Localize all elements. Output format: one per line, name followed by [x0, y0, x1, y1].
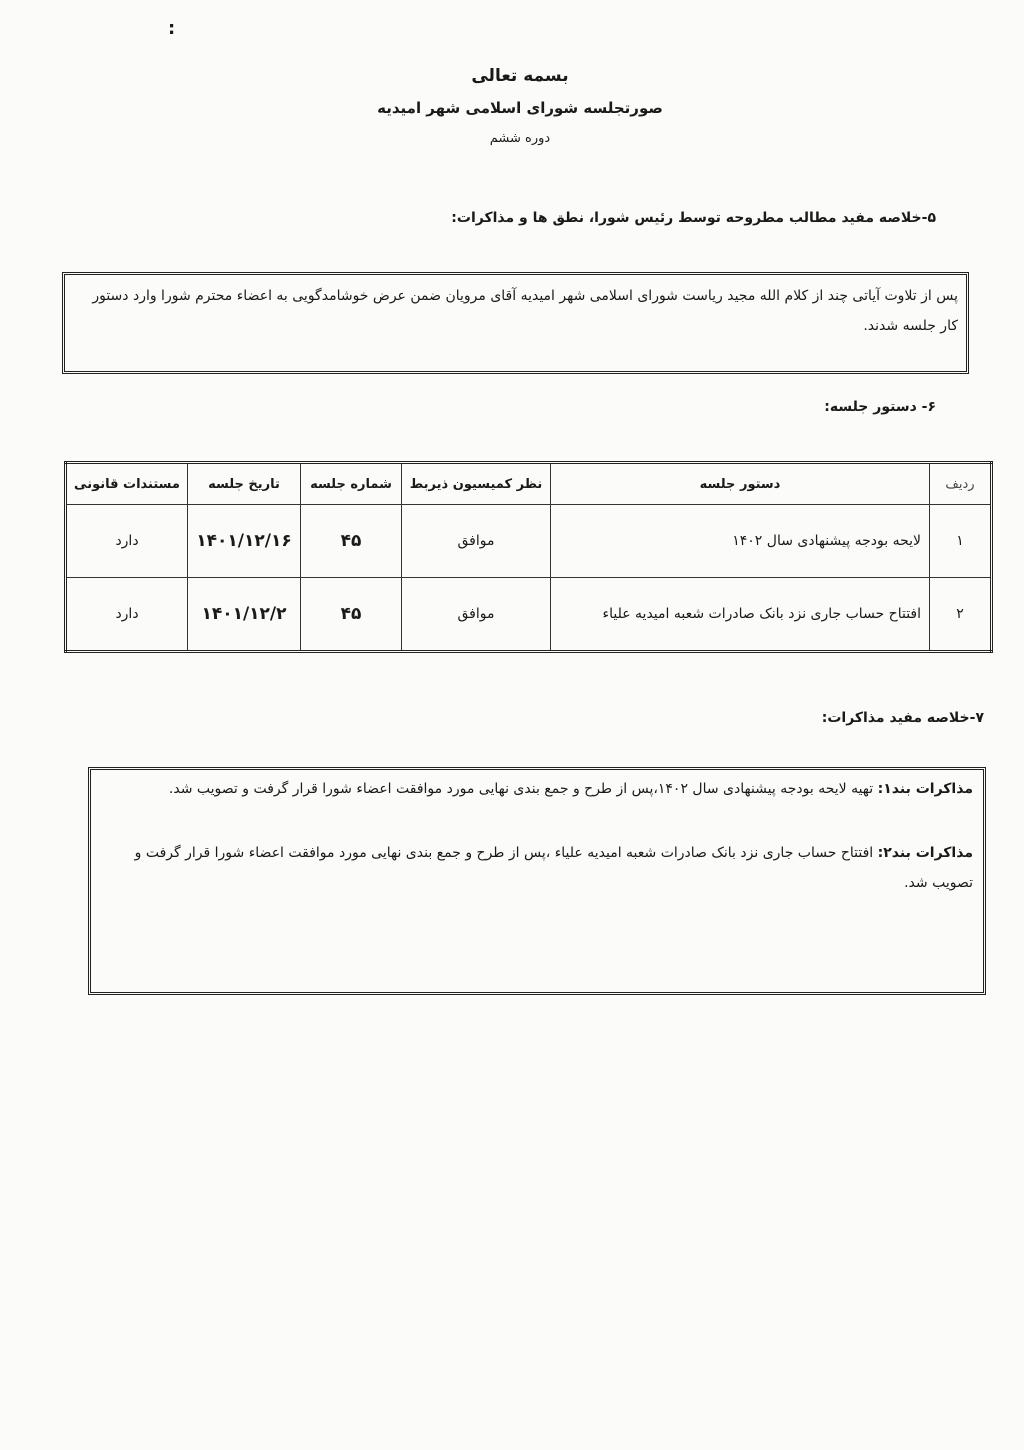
row-session-number: ۴۵: [301, 578, 402, 652]
agenda-header-row: [66, 463, 992, 505]
section7-box: [88, 767, 986, 995]
section5-heading: ۵-خلاصه مفید مطالب مطروحه توسط رئیس شورا، نطق ها و مذاکرات:: [451, 210, 936, 226]
discussion-text: افتتاح حساب جاری نزد بانک صادرات شعبه امیدیه علیاء ،پس از طرح و جمع بندی نهایی مورد موافقت اعضاء شورا قرار گرفت و تصویب شد.: [134, 845, 973, 891]
term-label: دوره ششم: [489, 131, 551, 146]
section6-heading: ۶- دستور جلسه:: [824, 399, 936, 415]
row-topic: افتتاح حساب جاری نزد بانک صادرات شعبه امیدیه علیاء: [551, 578, 930, 652]
corner-mark: :: [168, 18, 176, 39]
row-legal: دارد: [66, 505, 188, 578]
discussion-item-1: [91, 770, 983, 804]
discussion-label: مذاکرات بند۱:: [877, 781, 973, 797]
row-legal: دارد: [66, 578, 188, 652]
row-number: ۱: [930, 505, 992, 578]
discussion-text: تهیه لایحه بودجه پیشنهادی سال ۱۴۰۲،پس از طرح و جمع بندی نهایی مورد موافقت اعضاء شورا قرار گرفت و تصویب شد.: [168, 781, 874, 797]
row-topic: لایحه بودجه پیشنهادی سال ۱۴۰۲: [551, 505, 930, 578]
col-row-header: ردیف: [930, 463, 992, 505]
row-commission: موافق: [402, 505, 551, 578]
col-topic-header: دستور جلسه: [551, 463, 930, 505]
table-row: [66, 505, 992, 578]
page-title: بسمه تعالی: [471, 66, 569, 86]
row-commission: موافق: [402, 578, 551, 652]
row-date: ۱۴۰۱/۱۲/۱۶: [188, 505, 301, 578]
row-session-number: ۴۵: [301, 505, 402, 578]
discussion-item-2: [91, 838, 983, 898]
row-number: ۲: [930, 578, 992, 652]
discussion-label: مذاکرات بند۲:: [877, 845, 973, 861]
col-legal-header: مستندات قانونی: [66, 463, 188, 505]
col-session-header: شماره جلسه: [301, 463, 402, 505]
col-commission-header: نظر کمیسیون ذیربط: [402, 463, 551, 505]
document-subtitle: صورتجلسه شورای اسلامی شهر امیدیه: [377, 99, 663, 117]
section7-heading: ۷-خلاصه مفید مذاکرات:: [821, 710, 984, 726]
section5-text: پس از تلاوت آیاتی چند از کلام الله مجید ریاست شورای اسلامی شهر امیدیه آقای مرویان ضمن عرض خوشامدگویی به اعضاء محترم شورا وارد دستور کار جلسه شدند.: [92, 288, 958, 334]
row-date: ۱۴۰۱/۱۲/۲: [188, 578, 301, 652]
col-date-header: تاریخ جلسه: [188, 463, 301, 505]
table-row: [66, 578, 992, 652]
section5-box: [62, 272, 969, 374]
agenda-table: [64, 461, 993, 653]
